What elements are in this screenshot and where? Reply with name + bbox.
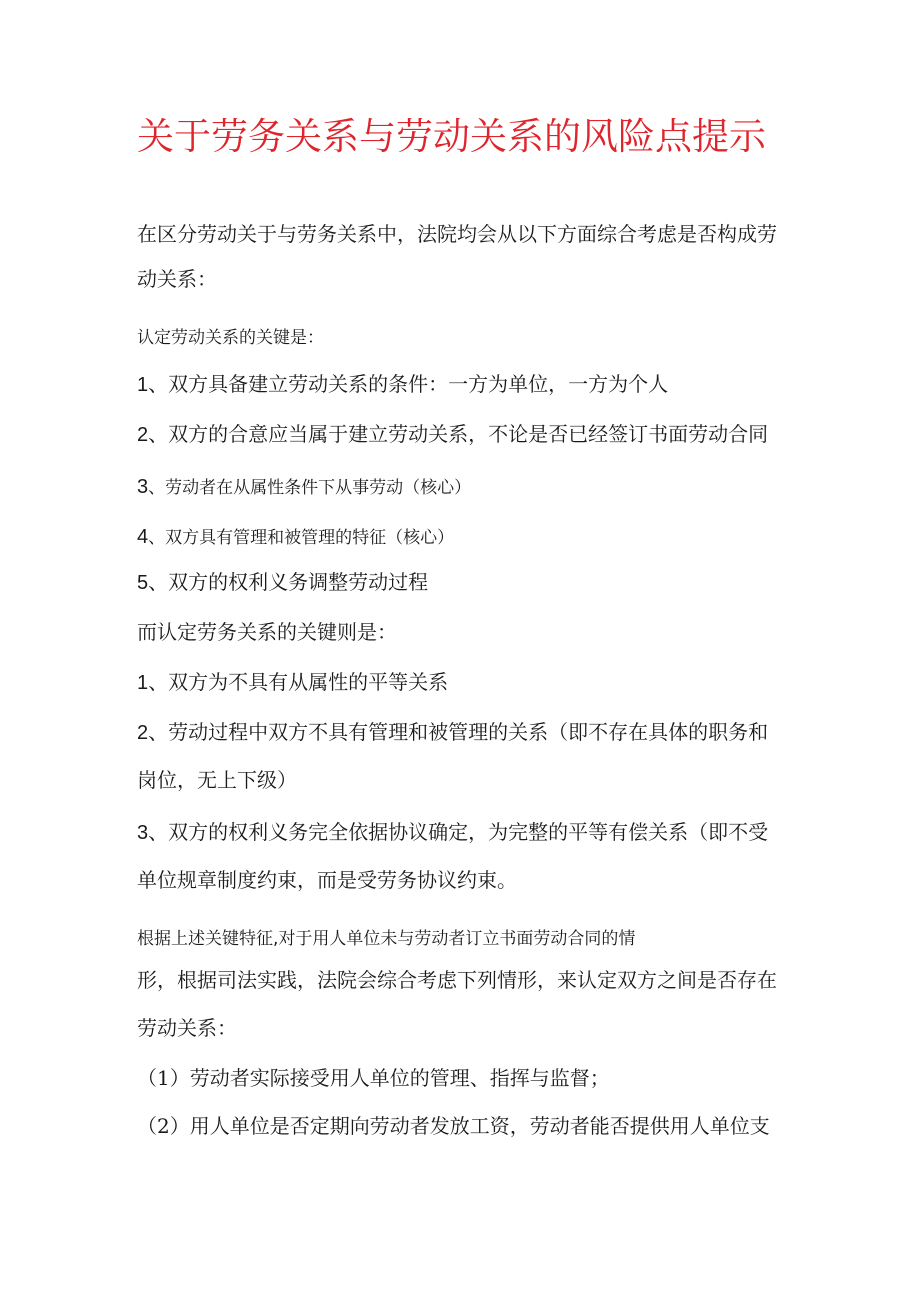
point-text: 、双方具备建立劳动关系的条件：一方为单位，一方为个人 [148, 372, 669, 396]
point-number: 1 [137, 672, 149, 694]
document-title: 关于劳务关系与劳动关系的风险点提示 [137, 115, 766, 158]
factor-1: （1）劳动者实际接受用人单位的管理、指挥与监督； [137, 1066, 610, 1090]
point-number: 2 [137, 722, 149, 744]
point-text: 、双方的权利义务调整劳动过程 [148, 570, 429, 594]
service-point-1 [137, 668, 448, 697]
point-text: 、双方具有管理和被管理的特征（核心） [148, 528, 455, 548]
service-point-2-continued: 岗位，无上下级） [137, 768, 297, 792]
service-point-3 [137, 818, 768, 847]
intro-line-2: 动关系： [137, 267, 217, 291]
labor-point-3 [137, 474, 471, 501]
point-text: 、双方的合意应当属于建立劳动关系，不论是否已经签订书面劳动合同 [148, 422, 769, 446]
summary-line-1: 根据上述关键特征,对于用人单位未与劳动者订立书面劳动合同的情 [137, 929, 636, 949]
intro-line-1: 在区分劳动关于与劳务关系中，法院均会从以下方面综合考虑是否构成劳 [137, 222, 777, 246]
point-text: 、双方的权利义务完全依据协议确定，为完整的平等有偿关系（即不受 [148, 820, 769, 844]
labor-point-4 [137, 524, 454, 551]
point-number: 1 [137, 374, 149, 396]
point-number: 3 [137, 822, 149, 844]
point-number: 4 [137, 526, 149, 548]
summary-line-2: 形，根据司法实践，法院会综合考虑下列情形，来认定双方之间是否存在 [137, 968, 777, 992]
service-relation-heading: 而认定劳务关系的关键则是： [137, 620, 397, 644]
labor-point-1 [137, 370, 668, 399]
point-text: 、劳动者在从属性条件下从事劳动（核心） [148, 478, 472, 498]
service-point-2 [137, 718, 768, 747]
factor-2: （2）用人单位是否定期向劳动者发放工资，劳动者能否提供用人单位支 [137, 1114, 770, 1138]
point-number: 2 [137, 424, 149, 446]
labor-point-2 [137, 420, 768, 449]
point-number: 5 [137, 572, 149, 594]
point-text: 、劳动过程中双方不具有管理和被管理的关系（即不存在具体的职务和 [148, 720, 769, 744]
labor-relation-heading: 认定劳动关系的关键是： [137, 328, 324, 348]
point-text: 、双方为不具有从属性的平等关系 [148, 670, 449, 694]
service-point-3-continued: 单位规章制度约束，而是受劳务协议约束。 [137, 868, 517, 892]
point-number: 3 [137, 476, 149, 498]
summary-line-3: 劳动关系： [137, 1016, 237, 1040]
labor-point-5 [137, 568, 428, 597]
